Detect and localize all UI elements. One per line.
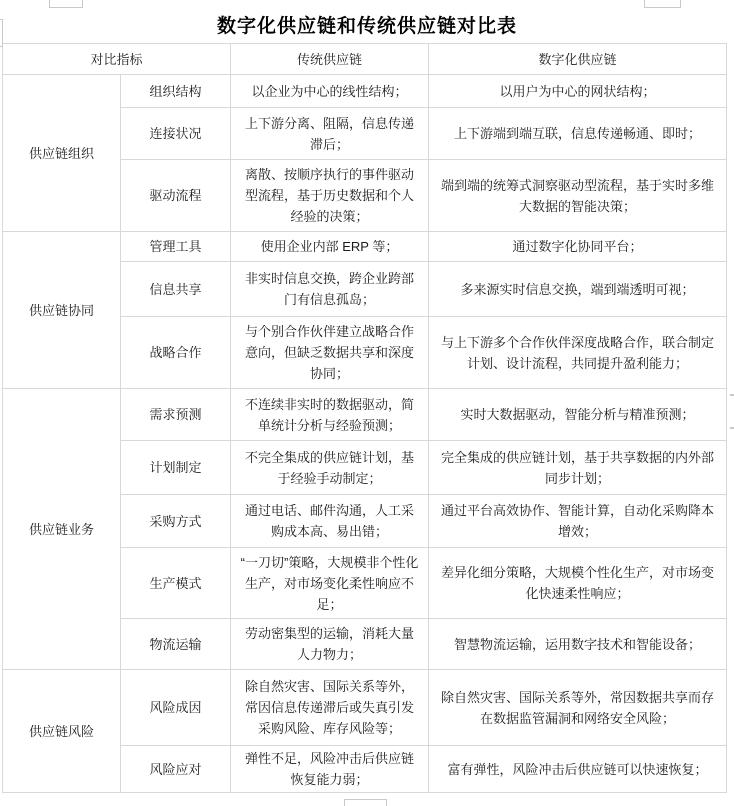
cell-traditional: “一刀切”策略，大规模非个性化生产，对市场变化柔性响应不足；: [231, 548, 429, 619]
cell-traditional: 通过电话、邮件沟通，人工采购成本高、易出错；: [231, 495, 429, 548]
cell-traditional: 使用企业内部 ERP 等；: [231, 232, 429, 262]
cell-indicator: 驱动流程: [121, 160, 231, 232]
cell-traditional: 不连续非实时的数据驱动，简单统计分析与经验预测；: [231, 389, 429, 441]
cell-indicator: 风险应对: [121, 746, 231, 793]
cell-digital: 除自然灾害、国际关系等外，常因数据共享而存在数据监管漏洞和网络安全风险；: [429, 670, 727, 746]
cell-indicator: 管理工具: [121, 232, 231, 262]
cell-category: 供应链风险: [3, 670, 121, 793]
cell-indicator: 战略合作: [121, 317, 231, 389]
cell-traditional: 以企业为中心的线性结构；: [231, 75, 429, 108]
table-row: [3, 75, 727, 108]
header-traditional: 传统供应链: [231, 44, 429, 75]
crop-artifact-top-right: [644, 0, 681, 8]
cell-category: 供应链业务: [3, 389, 121, 670]
cell-category: 供应链协同: [3, 232, 121, 389]
cell-digital: 智慧物流运输，运用数字技术和智能设备；: [429, 619, 727, 670]
cell-traditional: 上下游分离、阻隔，信息传递滞后；: [231, 108, 429, 160]
cell-indicator: 生产模式: [121, 548, 231, 619]
cell-indicator: 需求预测: [121, 389, 231, 441]
cell-digital: 多来源实时信息交换，端到端透明可视；: [429, 262, 727, 317]
cell-indicator: 连接状况: [121, 108, 231, 160]
table-row: [3, 232, 727, 262]
table-row: [3, 389, 727, 441]
crop-artifact-right-dash: [730, 427, 734, 429]
cell-traditional: 弹性不足，风险冲击后供应链恢复能力弱；: [231, 746, 429, 793]
cell-indicator: 组织结构: [121, 75, 231, 108]
cell-digital: 上下游端到端互联，信息传递畅通、即时；: [429, 108, 727, 160]
cell-traditional: 不完全集成的供应链计划，基于经验手动制定；: [231, 441, 429, 495]
cell-digital: 差异化细分策略，大规模个性化生产，对市场变化快速柔性响应；: [429, 548, 727, 619]
table-row: [3, 670, 727, 746]
cell-traditional: 离散、按顺序执行的事件驱动型流程，基于历史数据和个人经验的决策；: [231, 160, 429, 232]
cell-traditional: 与个别合作伙伴建立战略合作意向，但缺乏数据共享和深度协同；: [231, 317, 429, 389]
cell-traditional: 非实时信息交换，跨企业跨部门有信息孤岛；: [231, 262, 429, 317]
crop-artifact-right-dash: [730, 394, 734, 396]
table-header-row: [3, 44, 727, 75]
cell-digital: 通过数字化协同平台；: [429, 232, 727, 262]
header-indicator: 对比指标: [3, 44, 231, 75]
cell-category: 供应链组织: [3, 75, 121, 232]
cell-indicator: 物流运输: [121, 619, 231, 670]
cell-digital: 实时大数据驱动，智能分析与精准预测；: [429, 389, 727, 441]
crop-artifact-left-edge: [0, 19, 3, 47]
cell-digital: 完全集成的供应链计划，基于共享数据的内外部同步计划；: [429, 441, 727, 495]
header-digital: 数字化供应链: [429, 44, 727, 75]
cell-indicator: 信息共享: [121, 262, 231, 317]
cell-indicator: 计划制定: [121, 441, 231, 495]
cell-digital: 端到端的统筹式洞察驱动型流程，基于实时多维大数据的智能决策；: [429, 160, 727, 232]
cell-traditional: 劳动密集型的运输，消耗大量人力物力；: [231, 619, 429, 670]
comparison-table: [2, 43, 727, 793]
cell-digital: 富有弹性，风险冲击后供应链可以快速恢复；: [429, 746, 727, 793]
page-title: 数字化供应链和传统供应链对比表: [216, 16, 517, 37]
cell-digital: 通过平台高效协作、智能计算，自动化采购降本增效；: [429, 495, 727, 548]
cell-traditional: 除自然灾害、国际关系等外，常因信息传递滞后或失真引发采购风险、库存风险等；: [231, 670, 429, 746]
crop-artifact-top-left: [49, 0, 83, 8]
cell-digital: 以用户为中心的网状结构；: [429, 75, 727, 108]
cell-digital: 与上下游多个合作伙伴深度战略合作，联合制定计划、设计流程，共同提升盈利能力；: [429, 317, 727, 389]
cell-indicator: 风险成因: [121, 670, 231, 746]
crop-artifact-bottom-center: [344, 799, 387, 806]
cell-indicator: 采购方式: [121, 495, 231, 548]
